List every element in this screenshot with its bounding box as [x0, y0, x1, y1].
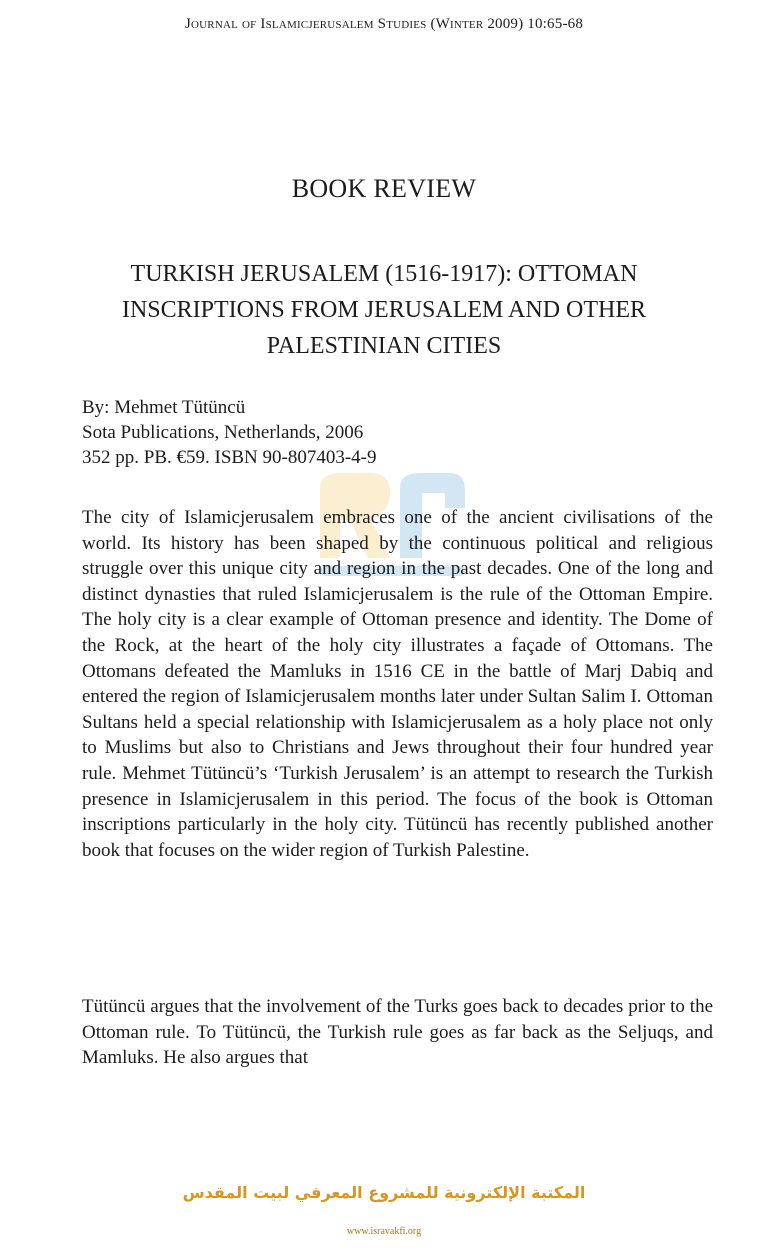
publisher-line: Sota Publications, Netherlands, 2006: [82, 422, 364, 443]
book-title-line: INSCRIPTIONS FROM JERUSALEM AND OTHER: [121, 297, 647, 323]
details-line: 352 pp. PB. €59. ISBN 90-807403-4-9: [82, 447, 377, 468]
footer-url[interactable]: www.isravakfi.org: [346, 1226, 422, 1237]
book-title-line: PALESTINIAN CITIES: [266, 333, 502, 359]
body-paragraph-1: The city of Islamicjerusalem embraces one of the ancient civilisations of the world. Its history has been shaped by the continuous political and religious struggle over this unique city and region in the past decades. One of the long and distinct dynasties that ruled Islamicjerusalem is the rule of the Ottoman Empire. The holy city is a clear example of Ottoman presence and identity. The Dome of the Rock, at the heart of the holy city illustrates a façade of Ottomans. The Ottomans defeated the Mamluks in 1516 CE in the battle of Marj Dabiq and entered the region of Islamicjerusalem months later under Sultan Salim I. Ottoman Sultans held a special relationship with Islamicjerusalem as a holy place not only to Muslims but also to Christians and Jews throughout their four hundred year rule. Mehmet Tütüncü’s ‘Turkish Jerusalem’ is an attempt to research the Turkish presence in Islamicjerusalem in this period. The focus of the book is Ottoman inscriptions particularly in the holy city. Tütüncü has recently published another book that focuses on the wider region of Turkish Palestine.: [82, 507, 713, 861]
book-metadata: [82, 395, 377, 470]
running-head: Journal of Islamicjerusalem Studies (Winter 2009) 10:65-68: [184, 16, 584, 32]
author-line: By: Mehmet Tütüncü: [82, 397, 246, 418]
footer-library-name: المكتبة الإلكترونية للمشروع المعرفي لبيت المقدس: [182, 1183, 586, 1202]
book-title: [60, 256, 708, 364]
section-title: BOOK REVIEW: [291, 174, 477, 203]
body-paragraph-2: Tütüncü argues that the involvement of the Turks goes back to decades prior to the Ottoman rule. To Tütüncü, the Turkish rule goes as far back as the Seljuqs, and Mamluks. He also argues that: [82, 996, 713, 1069]
book-title-line: TURKISH JERUSALEM (1516-1917): OTTOMAN: [130, 261, 638, 287]
